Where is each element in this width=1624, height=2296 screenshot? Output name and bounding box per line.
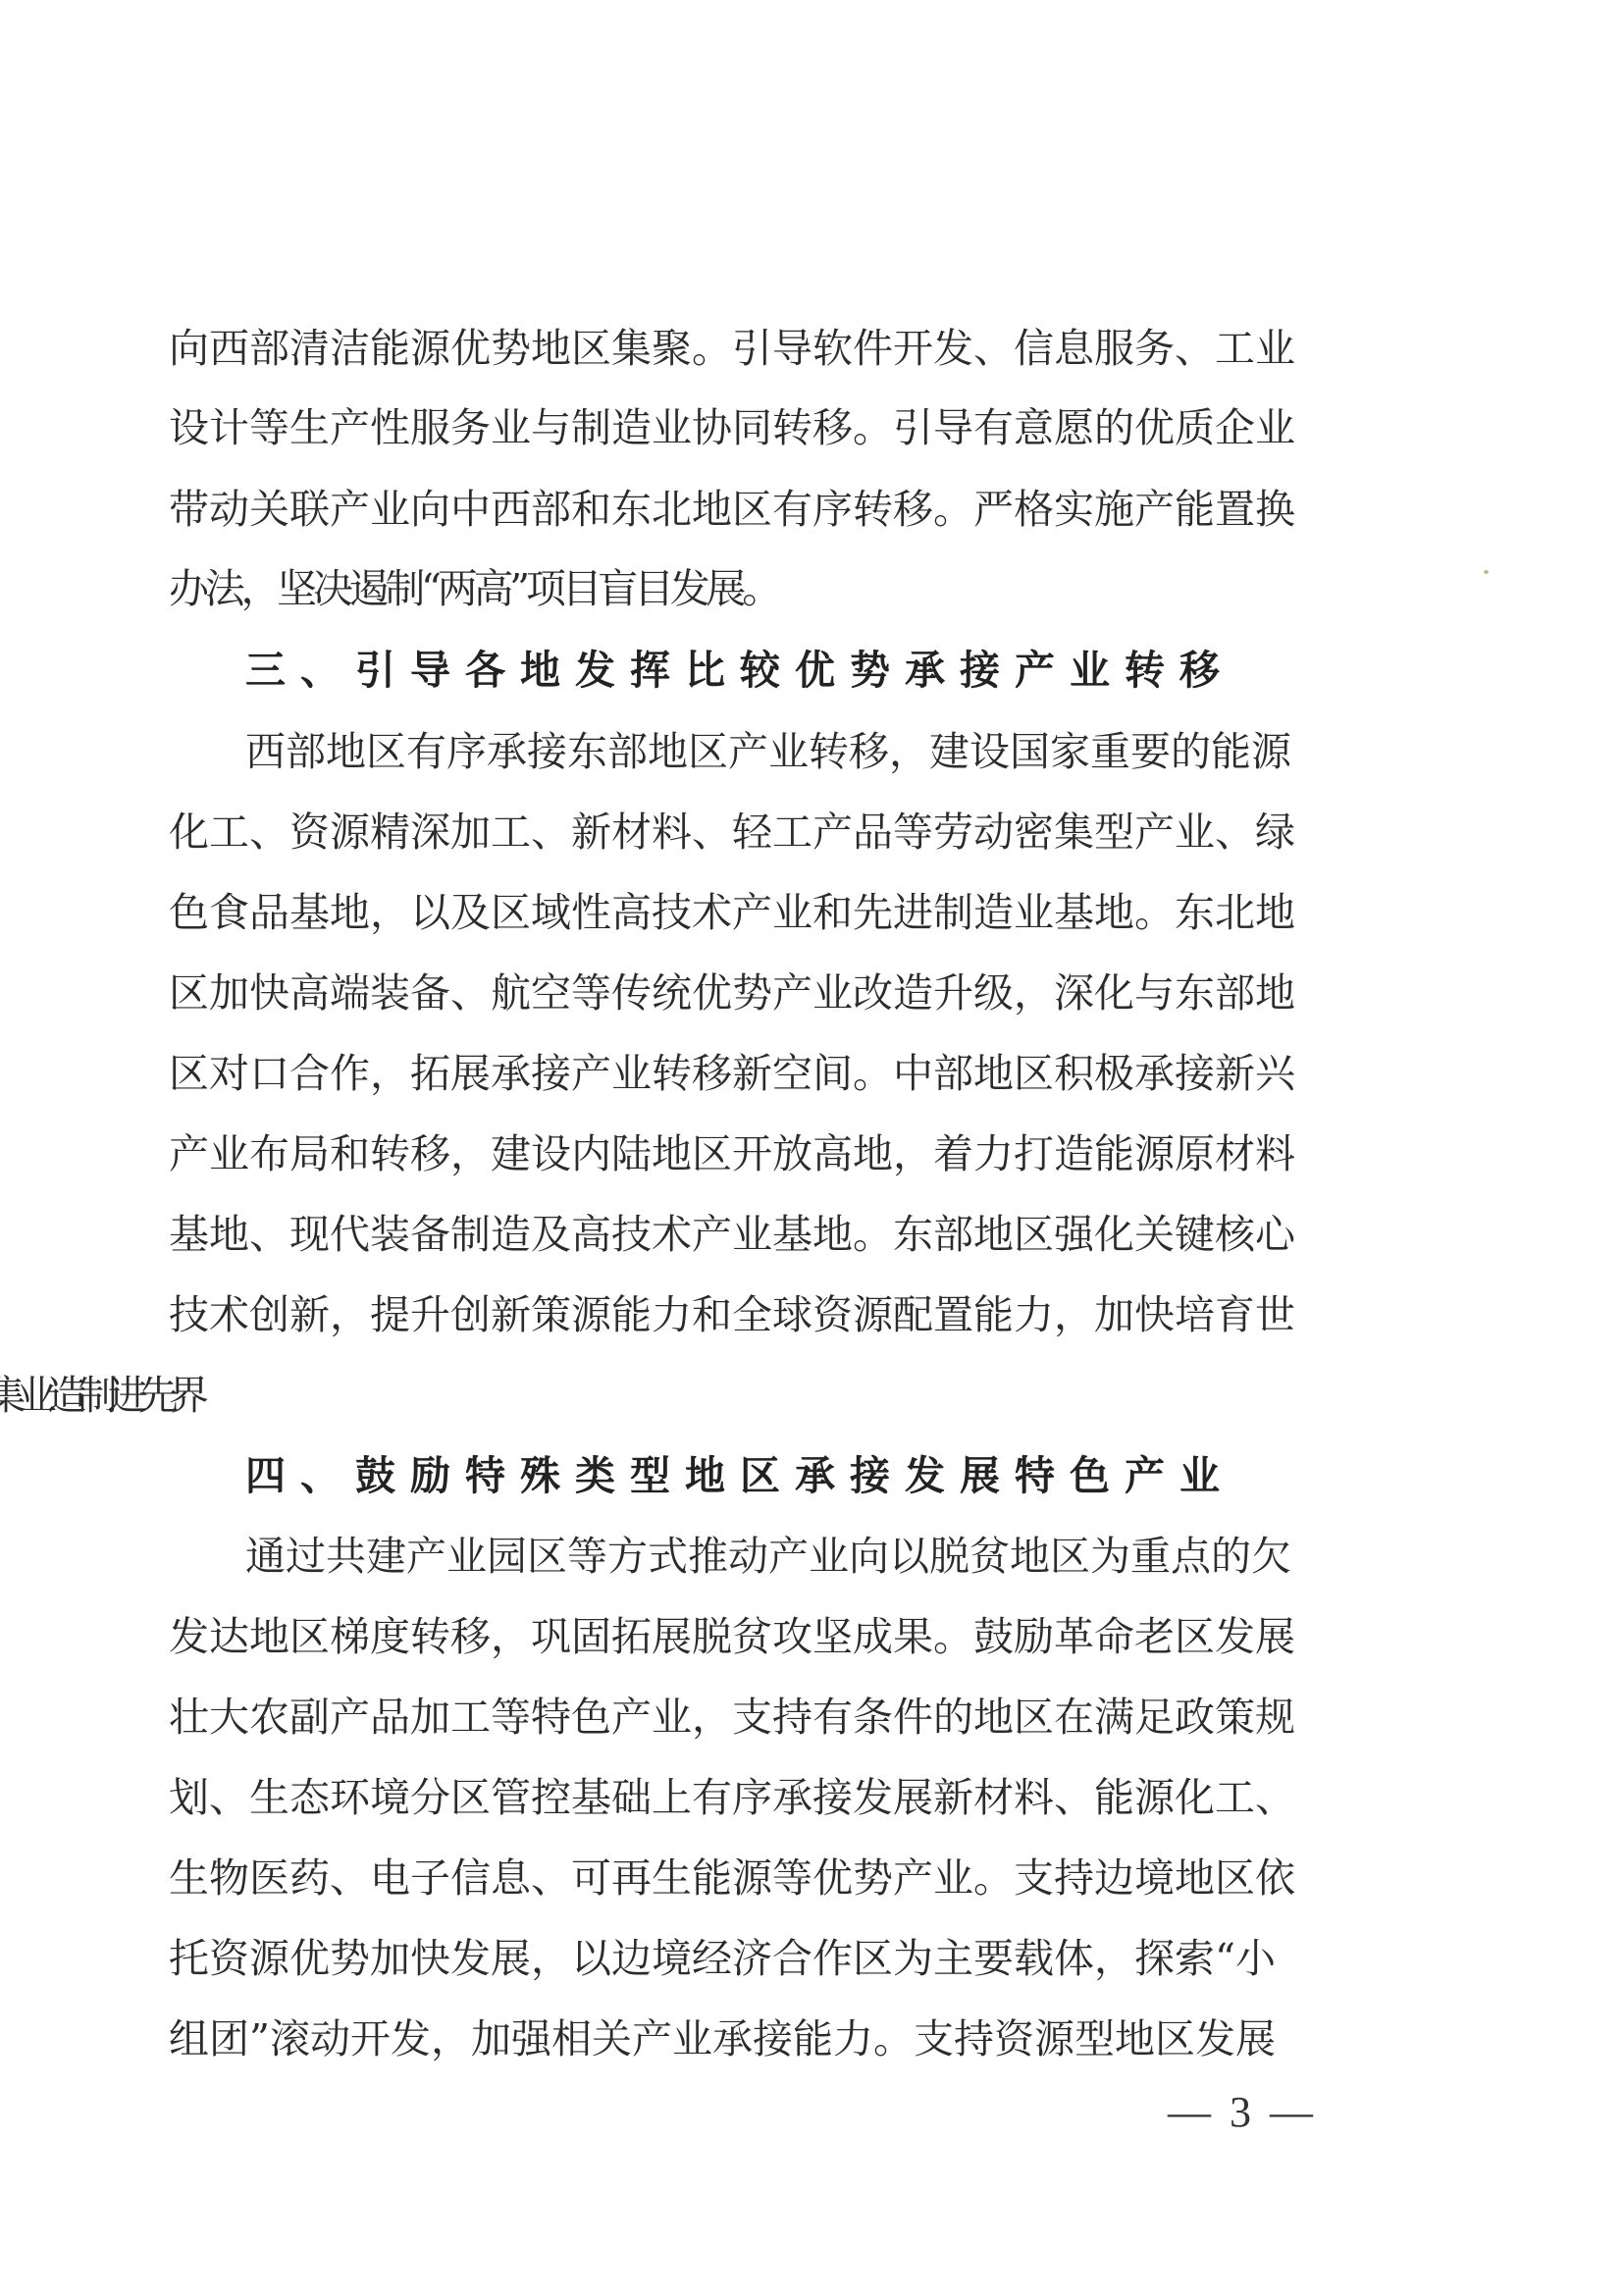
page-number: — 3 — [1168,2088,1317,2136]
paragraph-line: 带动关联产业向中西部和东北地区有序转移。严格实施产能置换 [169,486,1295,533]
section-heading: 三、引导各地发挥比较优势承接产业转移 [245,647,1234,694]
paragraph-line: 生物医药、电子信息、可再生能源等优势产业。支持边境地区依 [169,1854,1295,1902]
paragraph-line: 办法，坚决遏制“两高”项目盲目发展。 [169,565,778,612]
paragraph-line: 组团”滚动开发，加强相关产业承接能力。支持资源型地区发展 [169,2015,1276,2062]
paragraph-line: 西部地区有序承接东部地区产业转移，建设国家重要的能源 [245,728,1291,775]
paragraph-line: 设计等生产性服务业与制造业协同转移。引导有意愿的优质企业 [169,404,1295,451]
paragraph-line: 产业布局和转移，建设内陆地区开放高地，着力打造能源原材料 [169,1130,1295,1177]
paragraph-line: 通过共建产业园区等方式推动产业向以脱贫地区为重点的欠 [245,1533,1291,1580]
paragraph-line: 化工、资源精深加工、新材料、轻工产品等劳动密集型产业、绿 [169,809,1295,856]
paragraph-line: 壮大农副产品加工等特色产业，支持有条件的地区在满足政策规 [169,1694,1295,1741]
paragraph-line: 向西部清洁能源优势地区集聚。引导软件开发、信息服务、工业 [169,325,1295,372]
paragraph-line: 托资源优势加快发展，以边境经济合作区为主要载体，探索“小 [169,1935,1276,1982]
paragraph-line: 基地、现代装备制造及高技术产业基地。东部地区强化关键核心 [169,1211,1295,1258]
scan-speck [1484,570,1489,574]
paragraph-line: 发达地区梯度转移，巩固拓展脱贫攻坚成果。鼓励革命老区发展 [169,1613,1295,1660]
paragraph-line: 区对口合作，拓展承接产业转移新空间。中部地区积极承接新兴 [169,1050,1295,1097]
paragraph-line [169,1371,1366,1420]
section-heading: 四、鼓励特殊类型地区承接发展特色产业 [245,1452,1234,1499]
paragraph-line: 色食品基地，以及区域性高技术产业和先进制造业基地。东北地 [169,889,1295,936]
paragraph-line: 区加快高端装备、航空等传统优势产业改造升级，深化与东部地 [169,969,1295,1017]
paragraph-line: 划、生态环境分区管控基础上有序承接发展新材料、能源化工、 [169,1774,1295,1821]
paragraph-line: 技术创新，提升创新策源能力和全球资源配置能力，加快培育世 [169,1291,1295,1338]
